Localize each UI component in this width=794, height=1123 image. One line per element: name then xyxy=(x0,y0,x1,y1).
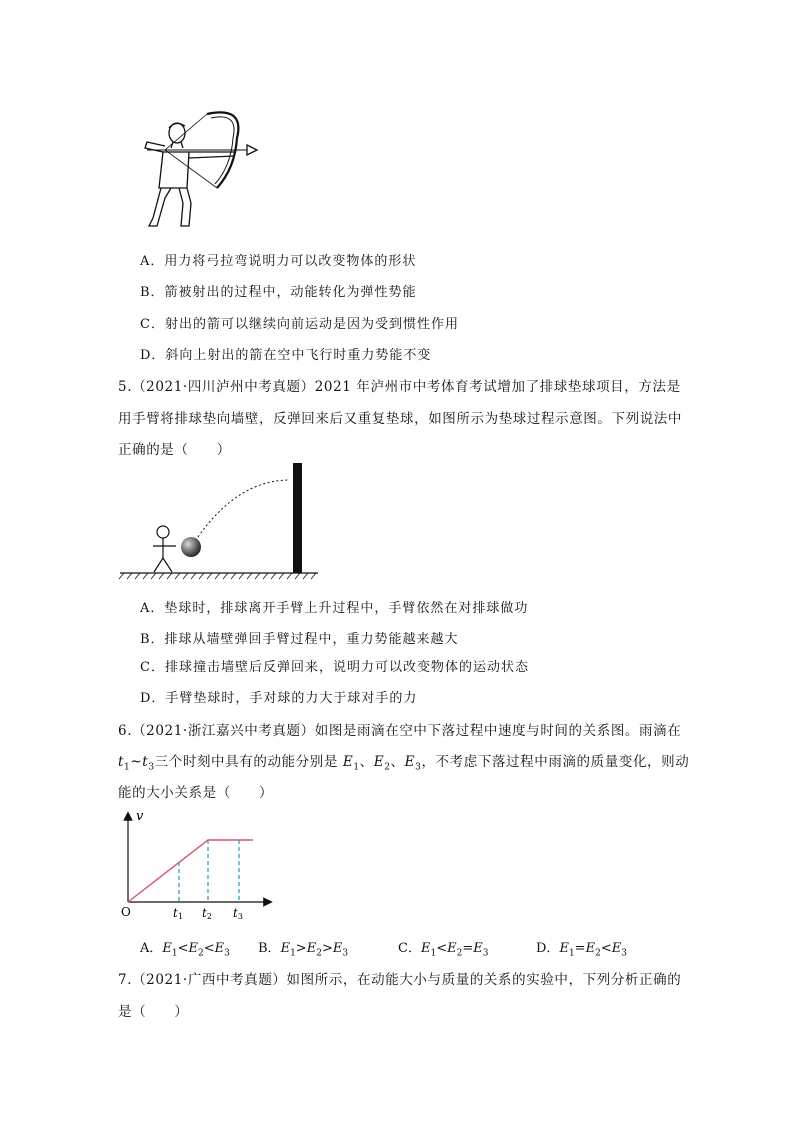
q6-option-a: A．$E_1<E_2<E_3$ xyxy=(140,941,230,959)
q5-stem-line-3: 正确的是（ ） xyxy=(118,442,231,458)
q4-option-c: C．射出的箭可以继续向前运动是因为受到惯性作用 xyxy=(140,317,459,332)
q7-stem-line-1: 7.（2021·广西中考真题）如图所示，在动能大小与质量的关系的实验中，下列分析正确的 xyxy=(118,972,682,988)
q6-option-c: C．$E_1<E_2=E_3$ xyxy=(398,941,489,959)
y-axis-label: v xyxy=(136,809,144,824)
volleyball-figure xyxy=(118,460,323,582)
q5-option-b: B．排球从墙壁弹回手臂过程中，重力势能越来越大 xyxy=(140,632,459,647)
q4-option-a: A．用力将弓拉弯说明力可以改变物体的形状 xyxy=(140,254,417,269)
q6-stem-line-2: $t_1\sim t_3$三个时刻中具有的动能分别是 $E_1$、$E_2$、$E_3$，不考虑下落过程中雨滴的质量变化，则动 xyxy=(118,754,690,773)
q5-option-c: C．排球撞击墙壁后反弹回来，说明力可以改变物体的运动状态 xyxy=(140,660,529,675)
q6-stem-line-1: 6.（2021·浙江嘉兴中考真题）如图是雨滴在空中下落过程中速度与时间的关系图。雨滴在 xyxy=(118,723,682,739)
tick-t3: t3 xyxy=(233,906,243,921)
q7-stem-line-2: 是（ ） xyxy=(118,1004,189,1020)
q6-stem-line-3: 能的大小关系是（ ） xyxy=(118,785,274,801)
tick-t2: t2 xyxy=(202,906,212,921)
q6-option-d: D．$E_1=E_2<E_3$ xyxy=(536,941,627,959)
velocity-line xyxy=(128,840,253,902)
q5-stem-line-2: 用手臂将排球垫向墙壁，反弹回来后又重复垫球，如图所示为垫球过程示意图。下列说法中 xyxy=(118,411,682,427)
q4-option-b: B．箭被射出的过程中，动能转化为弹性势能 xyxy=(140,285,417,300)
q4-option-d: D．斜向上射出的箭在空中飞行时重力势能不变 xyxy=(140,348,432,363)
archer-figure xyxy=(135,108,265,233)
q5-option-d: D．手臂垫球时，手对球的力大于球对手的力 xyxy=(140,691,418,706)
velocity-time-graph xyxy=(118,806,283,926)
q5-stem-line-1: 5.（2021·四川泸州中考真题）2021 年泸州市中考体育考试增加了排球垫球项目，方法是 xyxy=(118,379,681,395)
tick-t1: t1 xyxy=(173,906,183,921)
q6-option-b: B．$E_1>E_2>E_3$ xyxy=(258,941,349,959)
origin-label: O xyxy=(121,905,131,919)
q5-option-a: A．垫球时，排球离开手臂上升过程中，手臂依然在对排球做功 xyxy=(140,601,529,616)
